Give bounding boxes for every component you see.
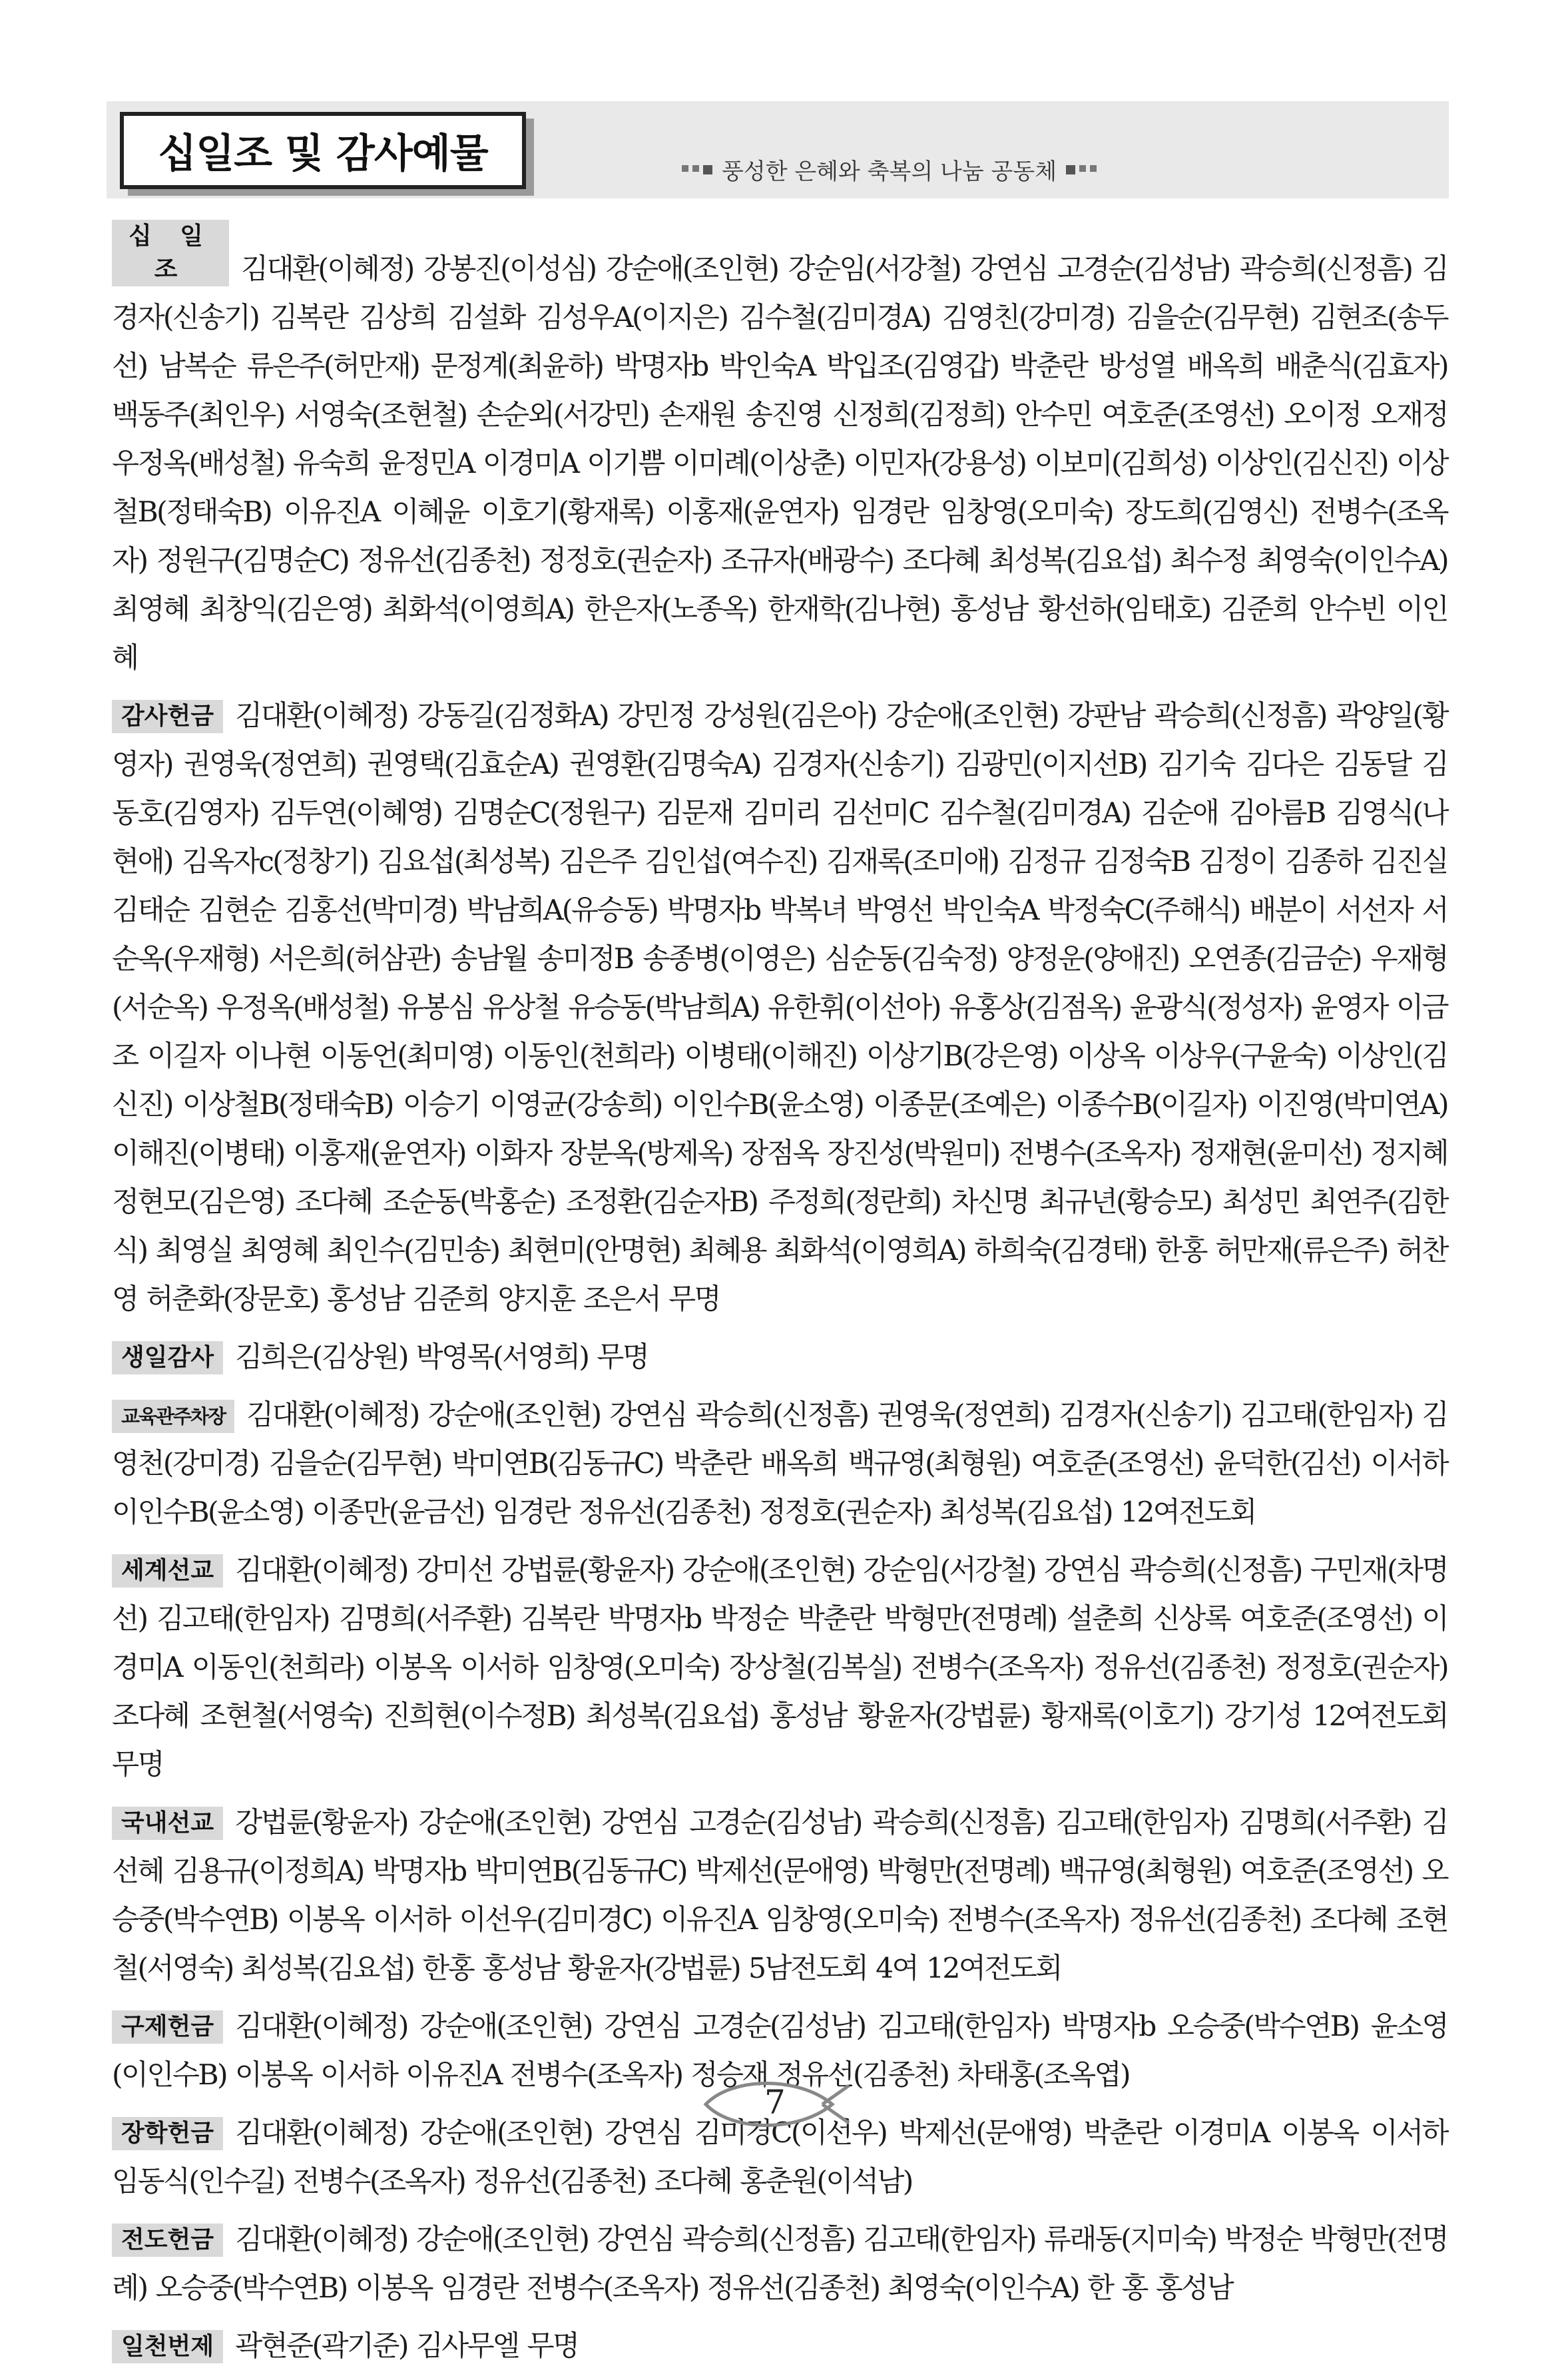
section-names: 김대환(이혜정) 강순애(조인현) 강연심 곽승희(신정흠) 권영욱(정연희) 김경자(신송기) 김고태(한임자) 김영천(강미경) 김을순(김무현) 박미연B(김동규C) 박춘란 배옥희 백규영(최형원) 여호준(조영선) 윤덕한(김선) 이서하 이인수B(윤소영) 이종만(윤금선) 임경란 정유선(김종천) 정정호(권순자) 최성복(김요섭) 12여전도회 <box>112 1399 1447 1529</box>
page-number: 7 <box>764 2083 786 2122</box>
section-tithe <box>112 220 1447 683</box>
section-names: 김대환(이혜정) 강동길(김정화A) 강민정 강성원(김은아) 강순애(조인현) 강판남 곽승희(신정흠) 곽양일(황영자) 권영욱(정연희) 권영택(김효순A) 권영환(김명숙A) 김경자(신송기) 김광민(이지선B) 김기숙 김다은 김동달 김동호(김영자) 김두연(이혜영) 김명순C(정원구) 김문재 김미리 김선미C 김수철(김미경A) 김순애 김아름B 김영식(나현애) 김옥자c(정창기) 김요섭(최성복) 김은주 김인섭(여수진) 김재록(조미애) 김정규 김정숙B 김정이 김종하 김진실 김태순 김현순 김홍선(박미경) 박남희A(유승동) 박명자b 박복녀 박영선 박인숙A 박정숙C(주해식) 배분이 서선자 서순옥(우재형) 서은희(허삼관) 송남월 송미정B 송종병(이영은) 심순동(김숙정) 양정운(양애진) 오연종(김금순) 우재형(서순옥) 우정옥(배성철) 유봉심 유상철 유승동(박남희A) 유한휘(이선아) 유홍상(김점옥) 윤광식(정성자) 윤영자 이금조 이길자 이나현 이동언(최미영) 이동인(천희라) 이병태(이해진) 이상기B(강은영) 이상옥 이상우(구윤숙) 이상인(김신진) 이상철B(정태숙B) 이승기 이영균(강송희) 이인수B(윤소영) 이종문(조예은) 이종수B(이길자) 이진영(박미연A) 이해진(이병태) 이홍재(윤연자) 이화자 장분옥(방제옥) 장점옥 장진성(박원미) 전병수(조옥자) 정재현(윤미선) 정지혜 정현모(김은영) 조다혜 조순동(박홍순) 조정환(김순자B) 주정희(정란희) 차신명 최규년(황승모) 최성민 최연주(김한식) 최영실 최영혜 최인수(김민송) 최현미(안명현) 최혜용 최화석(이영희A) 하희숙(김경태) 한홍 허만재(류은주) 허찬영 허춘화(장문호) 홍성남 김준희 양지훈 조은서 무명 <box>112 700 1447 1316</box>
section-label: 생일감사 <box>112 1341 223 1374</box>
section-names: 김대환(이혜정) 강봉진(이성심) 강순애(조인현) 강순임(서강철) 강연심 고경순(김성남) 곽승희(신정흠) 김경자(신송기) 김복란 김상희 김설화 김성우A(이지은) 김수철(김미경A) 김영친(강미경) 김을순(김무현) 김현조(송두선) 남복순 류은주(허만재) 문정계(최윤하) 박명자b 박인숙A 박입조(김영갑) 박춘란 방성열 배옥희 배춘식(김효자) 백동주(최인우) 서영숙(조현철) 손순외(서강민) 손재원 송진영 신정희(김정희) 안수민 여호준(조영선) 오이정 오재정 우정옥(배성철) 유숙희 윤정민A 이경미A 이기쁨 이미례(이상춘) 이민자(강용성) 이보미(김희성) 이상인(김신진) 이상철B(정태숙B) 이유진A 이혜윤 이호기(황재록) 이홍재(윤연자) 임경란 임창영(오미숙) 장도희(김영신) 전병수(조옥자) 정원구(김명순C) 정유선(김종천) 정정호(권순자) 조규자(배광수) 조다혜 최성복(김요섭) 최수정 최영숙(이인수A) 최영혜 최창익(김은영) 최화석(이영희A) 한은자(노종옥) 한재학(김나현) 홍성남 황선하(임태호) 김준희 안수빈 이인혜 <box>112 253 1447 675</box>
page-footer <box>699 2071 852 2138</box>
subtitle-text: 풍성한 은혜와 축복의 나눔 공동체 <box>722 158 1057 185</box>
section-world-mission <box>112 1546 1447 1789</box>
section-label: 세계선교 <box>112 1554 223 1588</box>
subtitle <box>672 153 1106 186</box>
section-label: 국내선교 <box>112 1807 223 1840</box>
section-label: 장학헌금 <box>112 2117 223 2150</box>
section-names: 김대환(이혜정) 강미선 강법륜(황윤자) 강순애(조인현) 강순임(서강철) 강연심 곽승희(신정흠) 구민재(차명선) 김고태(한임자) 김명희(서주환) 김복란 박명자b 박정순 박춘란 박형만(전명례) 설춘희 신상록 여호준(조영선) 이경미A 이동인(천희라) 이봉옥 이서하 임창영(오미숙) 장상철(김복실) 전병수(조옥자) 정유선(김종천) 정정호(권순자) 조다혜 조현철(서영숙) 진희현(이수정B) 최성복(김요섭) 홍성남 황윤자(강법륜) 황재록(이호기) 강기성 12여전도회 무명 <box>112 1554 1447 1781</box>
section-domestic-mission <box>112 1799 1447 1993</box>
page-title: 십일조 및 감사예물 <box>158 131 488 177</box>
section-names: 김대환(이혜정) 강순애(조인현) 강연심 곽승희(신정흠) 김고태(한임자) 류래동(지미숙) 박정순 박형만(전명례) 오승중(박수연B) 이봉옥 임경란 전병수(조옥자) 정유선(김종천) 최영숙(이인수A) 한 홍 홍성남 <box>112 2224 1447 2305</box>
left-dots-icon <box>682 165 712 174</box>
section-names: 김희은(김상원) 박영목(서영희) 무명 <box>235 1341 648 1374</box>
section-education-parking <box>112 1391 1447 1537</box>
section-birthday-thanks <box>112 1333 1447 1382</box>
title-box <box>120 112 526 189</box>
section-names: 김대환(이혜정) 강순애(조인현) 강연심 김미경C(이선우) 박제선(문애영) 박춘란 이경미A 이봉옥 이서하 임동식(인수길) 전병수(조옥자) 정유선(김종천) 조다혜 홍춘원(이석남) <box>112 2117 1447 2198</box>
section-thanks-offering <box>112 692 1447 1324</box>
section-evangelism-offering <box>112 2216 1447 2313</box>
section-thousand-offering <box>112 2322 1447 2371</box>
section-label: 구제헌금 <box>112 2010 223 2044</box>
section-label: 전도헌금 <box>112 2224 223 2257</box>
section-label: 일천번제 <box>112 2330 223 2363</box>
section-names: 곽현준(곽기준) 김사무엘 무명 <box>235 2330 579 2363</box>
right-dots-icon <box>1066 165 1097 174</box>
section-names: 강법륜(황윤자) 강순애(조인현) 강연심 고경순(김성남) 곽승희(신정흠) 김고태(한임자) 김명희(서주환) 김선혜 김용규(이정희A) 박명자b 박미연B(김동규C) 박제선(문애영) 박형만(전명례) 백규영(최형원) 여호준(조영선) 오승중(박수연B) 이봉옥 이서하 이선우(김미경C) 이유진A 임창영(오미숙) 전병수(조옥자) 정유선(김종천) 조다혜 조현철(서영숙) 최성복(김요섭) 한홍 홍성남 황윤자(강법륜) 5남전도회 4여 12여전도회 <box>112 1807 1447 1985</box>
section-label: 교육관주차장 <box>112 1400 234 1433</box>
section-label: 감사헌금 <box>112 700 223 733</box>
section-names: 김대환(이혜정) 강순애(조인현) 강연심 고경순(김성남) 김고태(한임자) 박명자b 오승중(박수연B) 윤소영(이인수B) 이봉옥 이서하 이유진A 전병수(조옥자) 정승재 정유선(김종천) 차태홍(조옥엽) <box>112 2010 1447 2092</box>
offering-list <box>112 220 1447 2380</box>
section-label: 십 일 조 <box>112 220 229 286</box>
